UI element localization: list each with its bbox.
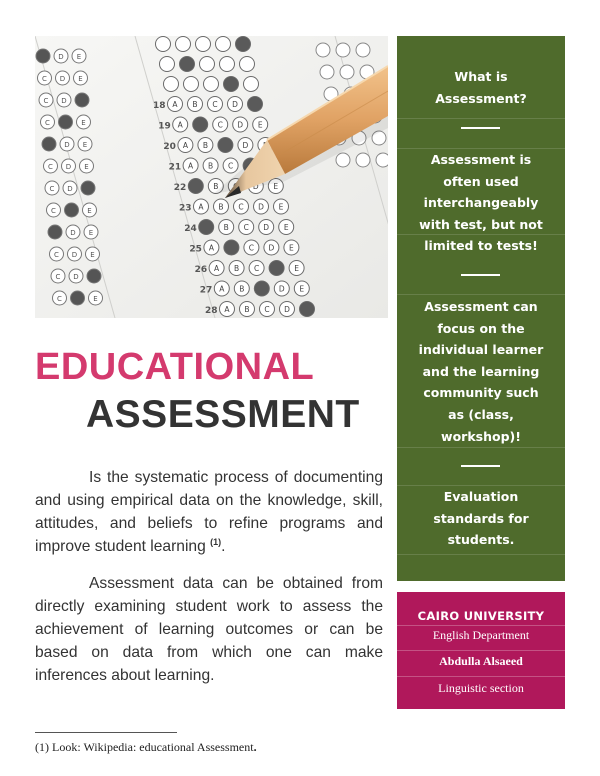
- sidebar-point-line: Evaluation: [443, 489, 519, 504]
- sidebar-point-line: and the learning: [422, 363, 540, 379]
- row-number: 23: [179, 203, 192, 214]
- choice-letter: E: [81, 119, 86, 127]
- row-number: 21: [168, 162, 182, 173]
- answer-sheet-illustration: [35, 36, 388, 318]
- sidebar-dash: [461, 127, 500, 129]
- choice-letter: C: [253, 264, 260, 273]
- choice-letter: E: [299, 284, 305, 294]
- sidebar-point-line: limited to tests!: [424, 238, 538, 254]
- choice-letter: D: [59, 75, 66, 83]
- choice-letter: B: [192, 100, 198, 109]
- choice-letter: D: [284, 305, 290, 314]
- choice-letter: B: [202, 141, 208, 150]
- choice-letter: C: [51, 207, 56, 215]
- choice-letter: C: [264, 305, 270, 314]
- choice-letter: E: [93, 295, 98, 303]
- sidebar-point-line: with test, but not: [419, 216, 543, 232]
- choice-letter: D: [237, 120, 244, 130]
- footnote-divider: [35, 732, 177, 733]
- sidebar-rule: [397, 294, 565, 295]
- author-name: Abdulla Alsaeed: [439, 654, 523, 668]
- choice-letter: E: [76, 53, 82, 61]
- choice-letter: C: [55, 273, 61, 281]
- choice-letter: A: [198, 202, 204, 212]
- sidebar: [397, 36, 565, 581]
- sidebar-point-line: workshop)!: [441, 428, 521, 444]
- choice-letter: D: [67, 185, 73, 193]
- choice-letter: A: [182, 141, 188, 150]
- choice-letter: E: [88, 229, 94, 237]
- card-rule: [397, 625, 565, 626]
- sidebar-point-line: focus on the: [437, 320, 525, 336]
- paragraph-definition-end: .: [221, 538, 226, 555]
- sidebar-point-line: Assessment can: [424, 299, 538, 314]
- choice-letter: C: [243, 223, 249, 232]
- choice-letter: A: [172, 100, 178, 109]
- title-educational: EDUCATIONAL: [35, 346, 315, 388]
- choice-letter: B: [234, 264, 240, 273]
- sidebar-point-line: community such: [423, 385, 539, 401]
- choice-letter: E: [273, 182, 279, 191]
- sidebar-point-line: individual learner: [418, 342, 544, 358]
- row-number: 20: [163, 142, 176, 152]
- choice-letter: A: [219, 284, 225, 294]
- sidebar-point-line: Assessment is: [430, 152, 532, 167]
- sidebar-point-3: [397, 486, 565, 551]
- sidebar-point-line: standards for: [433, 510, 529, 526]
- choice-letter: A: [208, 243, 214, 253]
- sidebar-heading-line: What is: [454, 69, 508, 84]
- sidebar-point-2: [397, 296, 565, 447]
- section-name: Linguistic section: [438, 681, 524, 695]
- card-rule: [397, 650, 565, 651]
- choice-letter: B: [239, 284, 245, 294]
- sidebar-rule: [397, 447, 565, 448]
- sidebar-rule: [397, 554, 565, 555]
- choice-letter: D: [65, 163, 72, 171]
- choice-letter: D: [268, 243, 275, 253]
- choice-letter: D: [70, 229, 76, 237]
- title-assessment: ASSESSMENT: [86, 393, 360, 436]
- choice-letter: D: [73, 273, 79, 281]
- choice-letter: C: [54, 251, 59, 259]
- choice-letter: C: [212, 100, 218, 109]
- choice-letter: E: [283, 223, 289, 232]
- choice-letter: A: [177, 120, 183, 130]
- choice-letter: D: [232, 100, 238, 109]
- footnote-reference: (1): [210, 536, 222, 547]
- choice-letter: E: [294, 264, 299, 273]
- choice-letter: C: [248, 243, 255, 253]
- choice-letter: D: [258, 202, 264, 212]
- sidebar-rule: [397, 118, 565, 119]
- choice-letter: B: [213, 182, 219, 191]
- choice-letter: E: [90, 251, 95, 259]
- card-rule: [397, 676, 565, 677]
- choice-letter: D: [263, 223, 270, 232]
- choice-letter: B: [223, 223, 229, 232]
- row-number: 27: [199, 285, 213, 296]
- choice-letter: D: [61, 97, 67, 105]
- paragraph-definition: [35, 466, 383, 558]
- sidebar-point-line: often used: [443, 173, 519, 189]
- choice-letter: D: [278, 284, 285, 294]
- row-number: 24: [184, 224, 197, 234]
- choice-letter: E: [289, 243, 294, 253]
- choice-letter: D: [242, 141, 249, 150]
- choice-letter: A: [188, 161, 194, 171]
- sidebar-heading-line: Assessment?: [435, 90, 527, 106]
- department-name: English Department: [432, 628, 530, 642]
- sidebar-point-line: as (class,: [448, 406, 514, 422]
- footnote-end: .: [253, 740, 257, 754]
- footnote: [35, 740, 257, 755]
- choice-letter: E: [257, 120, 263, 130]
- row-number: 18: [153, 101, 166, 111]
- choice-letter: E: [278, 202, 284, 212]
- answer-sheet-image: [35, 36, 388, 318]
- paragraph-definition-text: Is the systematic process of documenting and using empirical data on the knowledge, skill, attitudes, and beliefs to refine programs and improve student learning: [35, 469, 383, 555]
- choice-letter: E: [82, 141, 88, 149]
- choice-letter: C: [45, 119, 50, 127]
- row-number: 28: [205, 306, 218, 316]
- choice-letter: C: [227, 161, 234, 171]
- sidebar-rule: [397, 234, 565, 235]
- choice-letter: C: [238, 202, 244, 212]
- choice-letter: B: [218, 202, 224, 212]
- choice-letter: D: [58, 53, 64, 61]
- sidebar-point-line: students.: [447, 532, 515, 548]
- sidebar-heading: [397, 66, 565, 109]
- choice-letter: C: [49, 185, 55, 193]
- choice-letter: B: [208, 161, 214, 171]
- footnote-text: (1) Look: Wikipedia: educational Assessment: [35, 740, 254, 754]
- paragraph-data: Assessment data can be obtained from directly examining student work to assess the achievement of learning outcomes or can be based on data from which one can make inferences about learning.: [35, 575, 383, 684]
- university-name: CAIRO UNIVERSITY: [417, 609, 545, 623]
- choice-letter: E: [87, 207, 92, 215]
- choice-letter: C: [42, 75, 47, 83]
- choice-letter: D: [64, 141, 70, 149]
- choice-letter: C: [43, 97, 49, 105]
- choice-letter: A: [214, 264, 220, 273]
- choice-letter: E: [78, 75, 83, 83]
- choice-letter: B: [244, 305, 250, 314]
- row-number: 26: [194, 265, 208, 275]
- sidebar-dash: [461, 274, 500, 276]
- row-number: 25: [189, 244, 202, 255]
- sidebar-point-line: interchangeably: [423, 195, 539, 211]
- sidebar-dash: [461, 465, 500, 467]
- row-number: 19: [158, 121, 171, 132]
- choice-letter: D: [71, 251, 78, 259]
- choice-letter: C: [217, 120, 223, 130]
- choice-letter: A: [224, 305, 230, 314]
- choice-letter: C: [57, 295, 62, 303]
- university-card: [397, 592, 565, 709]
- choice-letter: E: [84, 163, 89, 171]
- sidebar-point-1: [397, 149, 565, 257]
- row-number: 22: [173, 183, 187, 193]
- choice-letter: C: [48, 163, 53, 171]
- choice-letter: D: [252, 182, 259, 191]
